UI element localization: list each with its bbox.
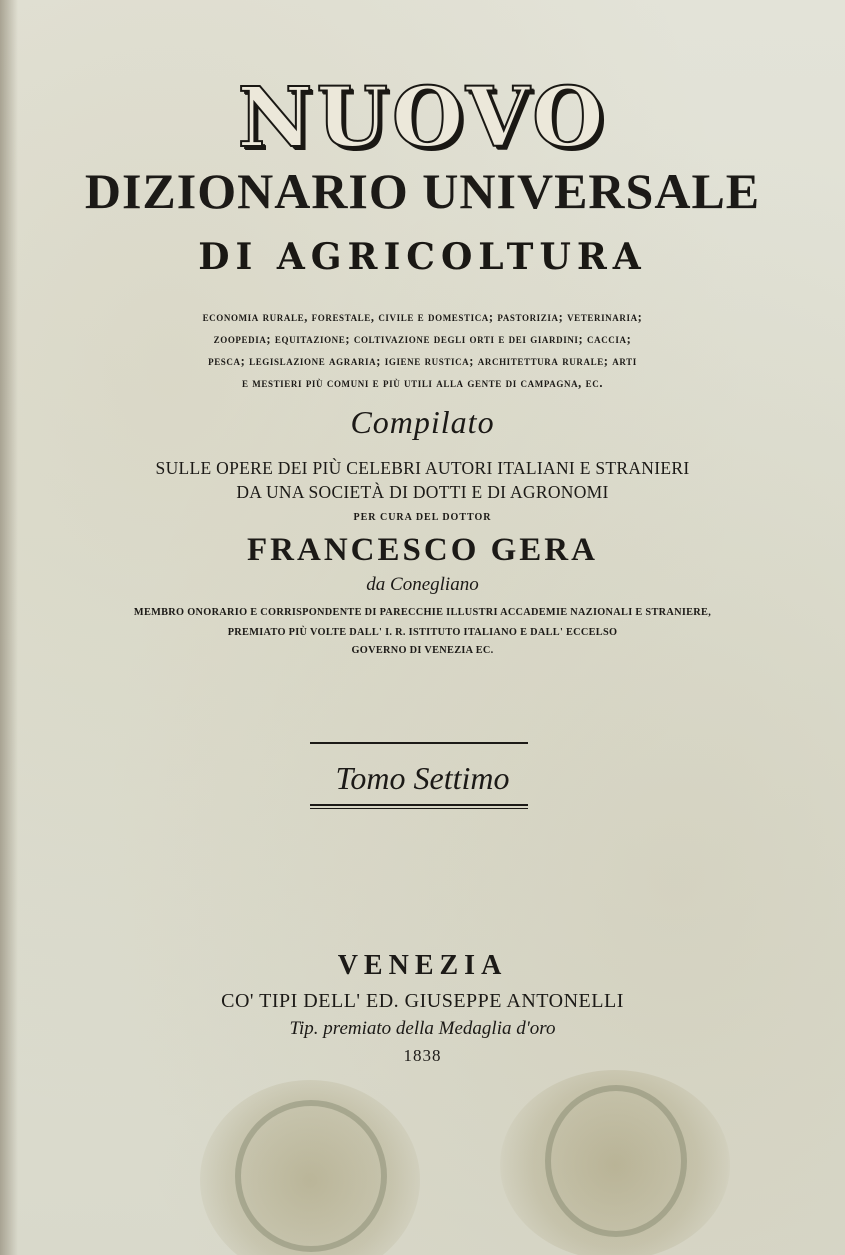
library-stamp-left-ring <box>235 1100 387 1252</box>
rule-above-volume <box>310 742 528 744</box>
credentials-line-1: MEMBRO ONORARIO E CORRISPONDENTE DI PARECCHIE ILLUSTRI ACCADEMIE NAZIONALI E STRANIERE, <box>133 607 712 618</box>
imprint-award: Tip. premiato della Medaglia d'oro <box>289 1018 556 1039</box>
opere-line-2: DA UNA SOCIETÀ DI DOTTI E DI AGRONOMI <box>236 482 609 502</box>
credentials-line-2: PREMIATO PIÙ VOLTE DALL' I. R. ISTITUTO ITALIANO E DALL' ECCELSO <box>227 627 618 638</box>
title-agricoltura: DI AGRICOLTURA <box>198 236 647 278</box>
subject-line-2: zoopedia; equitazione; coltivazione degli orti e dei giardini; caccia; <box>213 332 632 346</box>
imprint-year: 1838 <box>403 1046 442 1065</box>
opere-line-1: SULLE OPERE DEI PIÙ CELEBRI AUTORI ITALIANI E STRANIERI <box>155 458 690 478</box>
title-nuovo: NUOVO <box>237 70 608 166</box>
author-origin: da Conegliano <box>366 574 479 595</box>
title-dizionario: DIZIONARIO UNIVERSALE <box>84 163 761 219</box>
author-name: FRANCESCO GERA <box>247 532 598 568</box>
volume-label: Tomo Settimo <box>335 760 510 796</box>
subject-line-1: economia rurale, forestale, civile e domestica; pastorizia; veterinaria; <box>202 310 643 324</box>
rule-below-volume <box>310 804 528 806</box>
rule-below-volume-thin <box>310 808 528 809</box>
imprint-printer: CO' TIPI DELL' ED. GIUSEPPE ANTONELLI <box>221 990 624 1012</box>
subject-line-4: e mestieri più comuni e più utili alla gente di campagna, ec. <box>241 376 604 390</box>
per-cura-line: PER CURA DEL DOTTOR <box>353 512 492 523</box>
subject-line-3: pesca; legislazione agraria; igiene rustica; architettura rurale; arti <box>208 354 637 368</box>
credentials-line-3: GOVERNO DI VENEZIA EC. <box>351 645 494 656</box>
imprint-city: VENEZIA <box>337 950 508 981</box>
compilato-heading: Compilato <box>350 404 495 440</box>
library-stamp-right-ring <box>545 1085 687 1237</box>
